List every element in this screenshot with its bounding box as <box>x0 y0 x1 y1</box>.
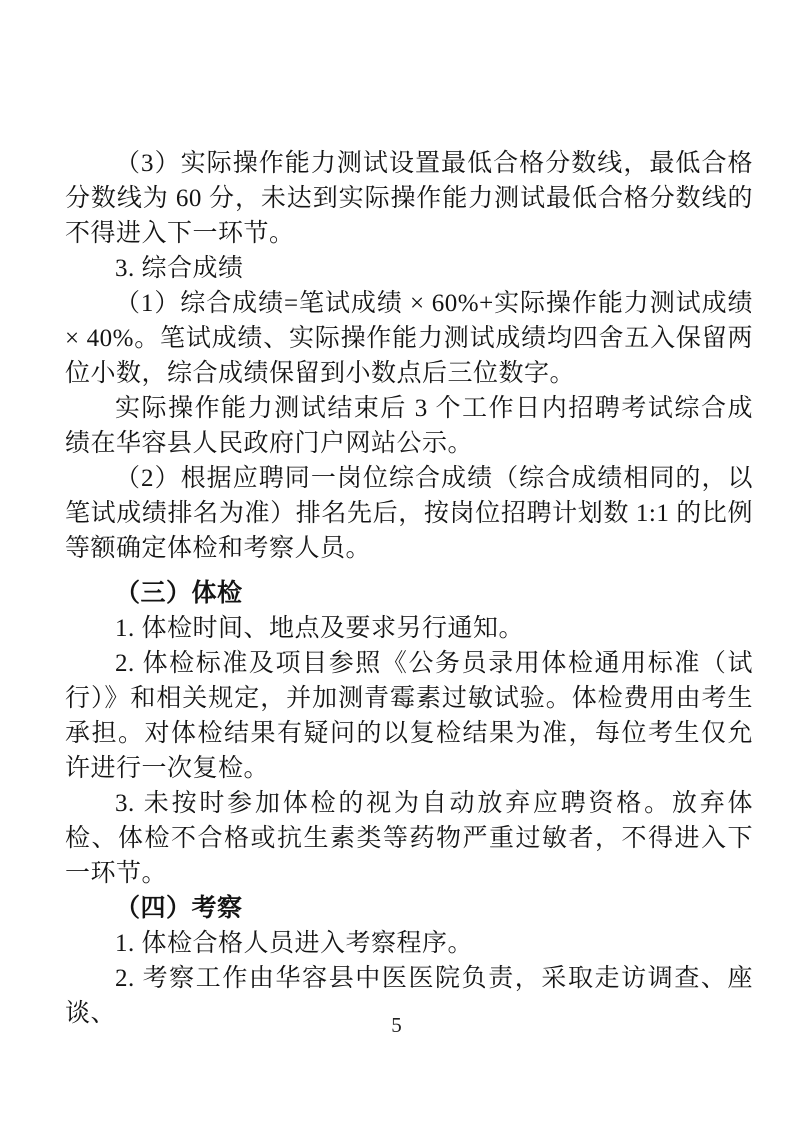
paragraph: （2）根据应聘同一岗位综合成绩（综合成绩相同的，以笔试成绩排名为准）排名先后，按岗位招聘计划数 1:1 的比例等额确定体检和考察人员。 <box>65 465 753 562</box>
paragraph: （1）综合成绩=笔试成绩 × 60%+实际操作能力测试成绩 × 40%。笔试成绩、实际操作能力测试成绩均四舍五入保留两位小数，综合成绩保留到小数点后三位数字。 <box>65 290 753 387</box>
paragraph: 1. 体检时间、地点及要求另行通知。 <box>115 615 525 642</box>
paragraph: （3）实际操作能力测试设置最低合格分数线，最低合格分数线为 60 分，未达到实际操作能力测试最低合格分数线的不得进入下一环节。 <box>65 150 753 247</box>
paragraph: 3. 综合成绩 <box>115 255 244 282</box>
paragraph: 3. 未按时参加体检的视为自动放弃应聘资格。放弃体检、体检不合格或抗生素类等药物严重过敏者，不得进入下一环节。 <box>65 790 753 887</box>
paragraph: 2. 考察工作由华容县中医医院负责，采取走访调查、座谈、 <box>65 965 753 1027</box>
document-body <box>65 146 753 1031</box>
paragraph: 2. 体检标准及项目参照《公务员录用体检通用标准（试行）》和相关规定，并加测青霉素过敏试验。体检费用由考生承担。对体检结果有疑问的以复检结果为准，每位考生仅允许进行一次复检。 <box>65 650 753 782</box>
paragraph: 1. 体检合格人员进入考察程序。 <box>115 930 474 957</box>
section-heading: （四）考察 <box>115 895 243 922</box>
section-heading: （三）体检 <box>115 580 243 607</box>
paragraph: 实际操作能力测试结束后 3 个工作日内招聘考试综合成绩在华容县人民政府门户网站公示。 <box>65 395 753 457</box>
page-number: 5 <box>391 1013 402 1037</box>
